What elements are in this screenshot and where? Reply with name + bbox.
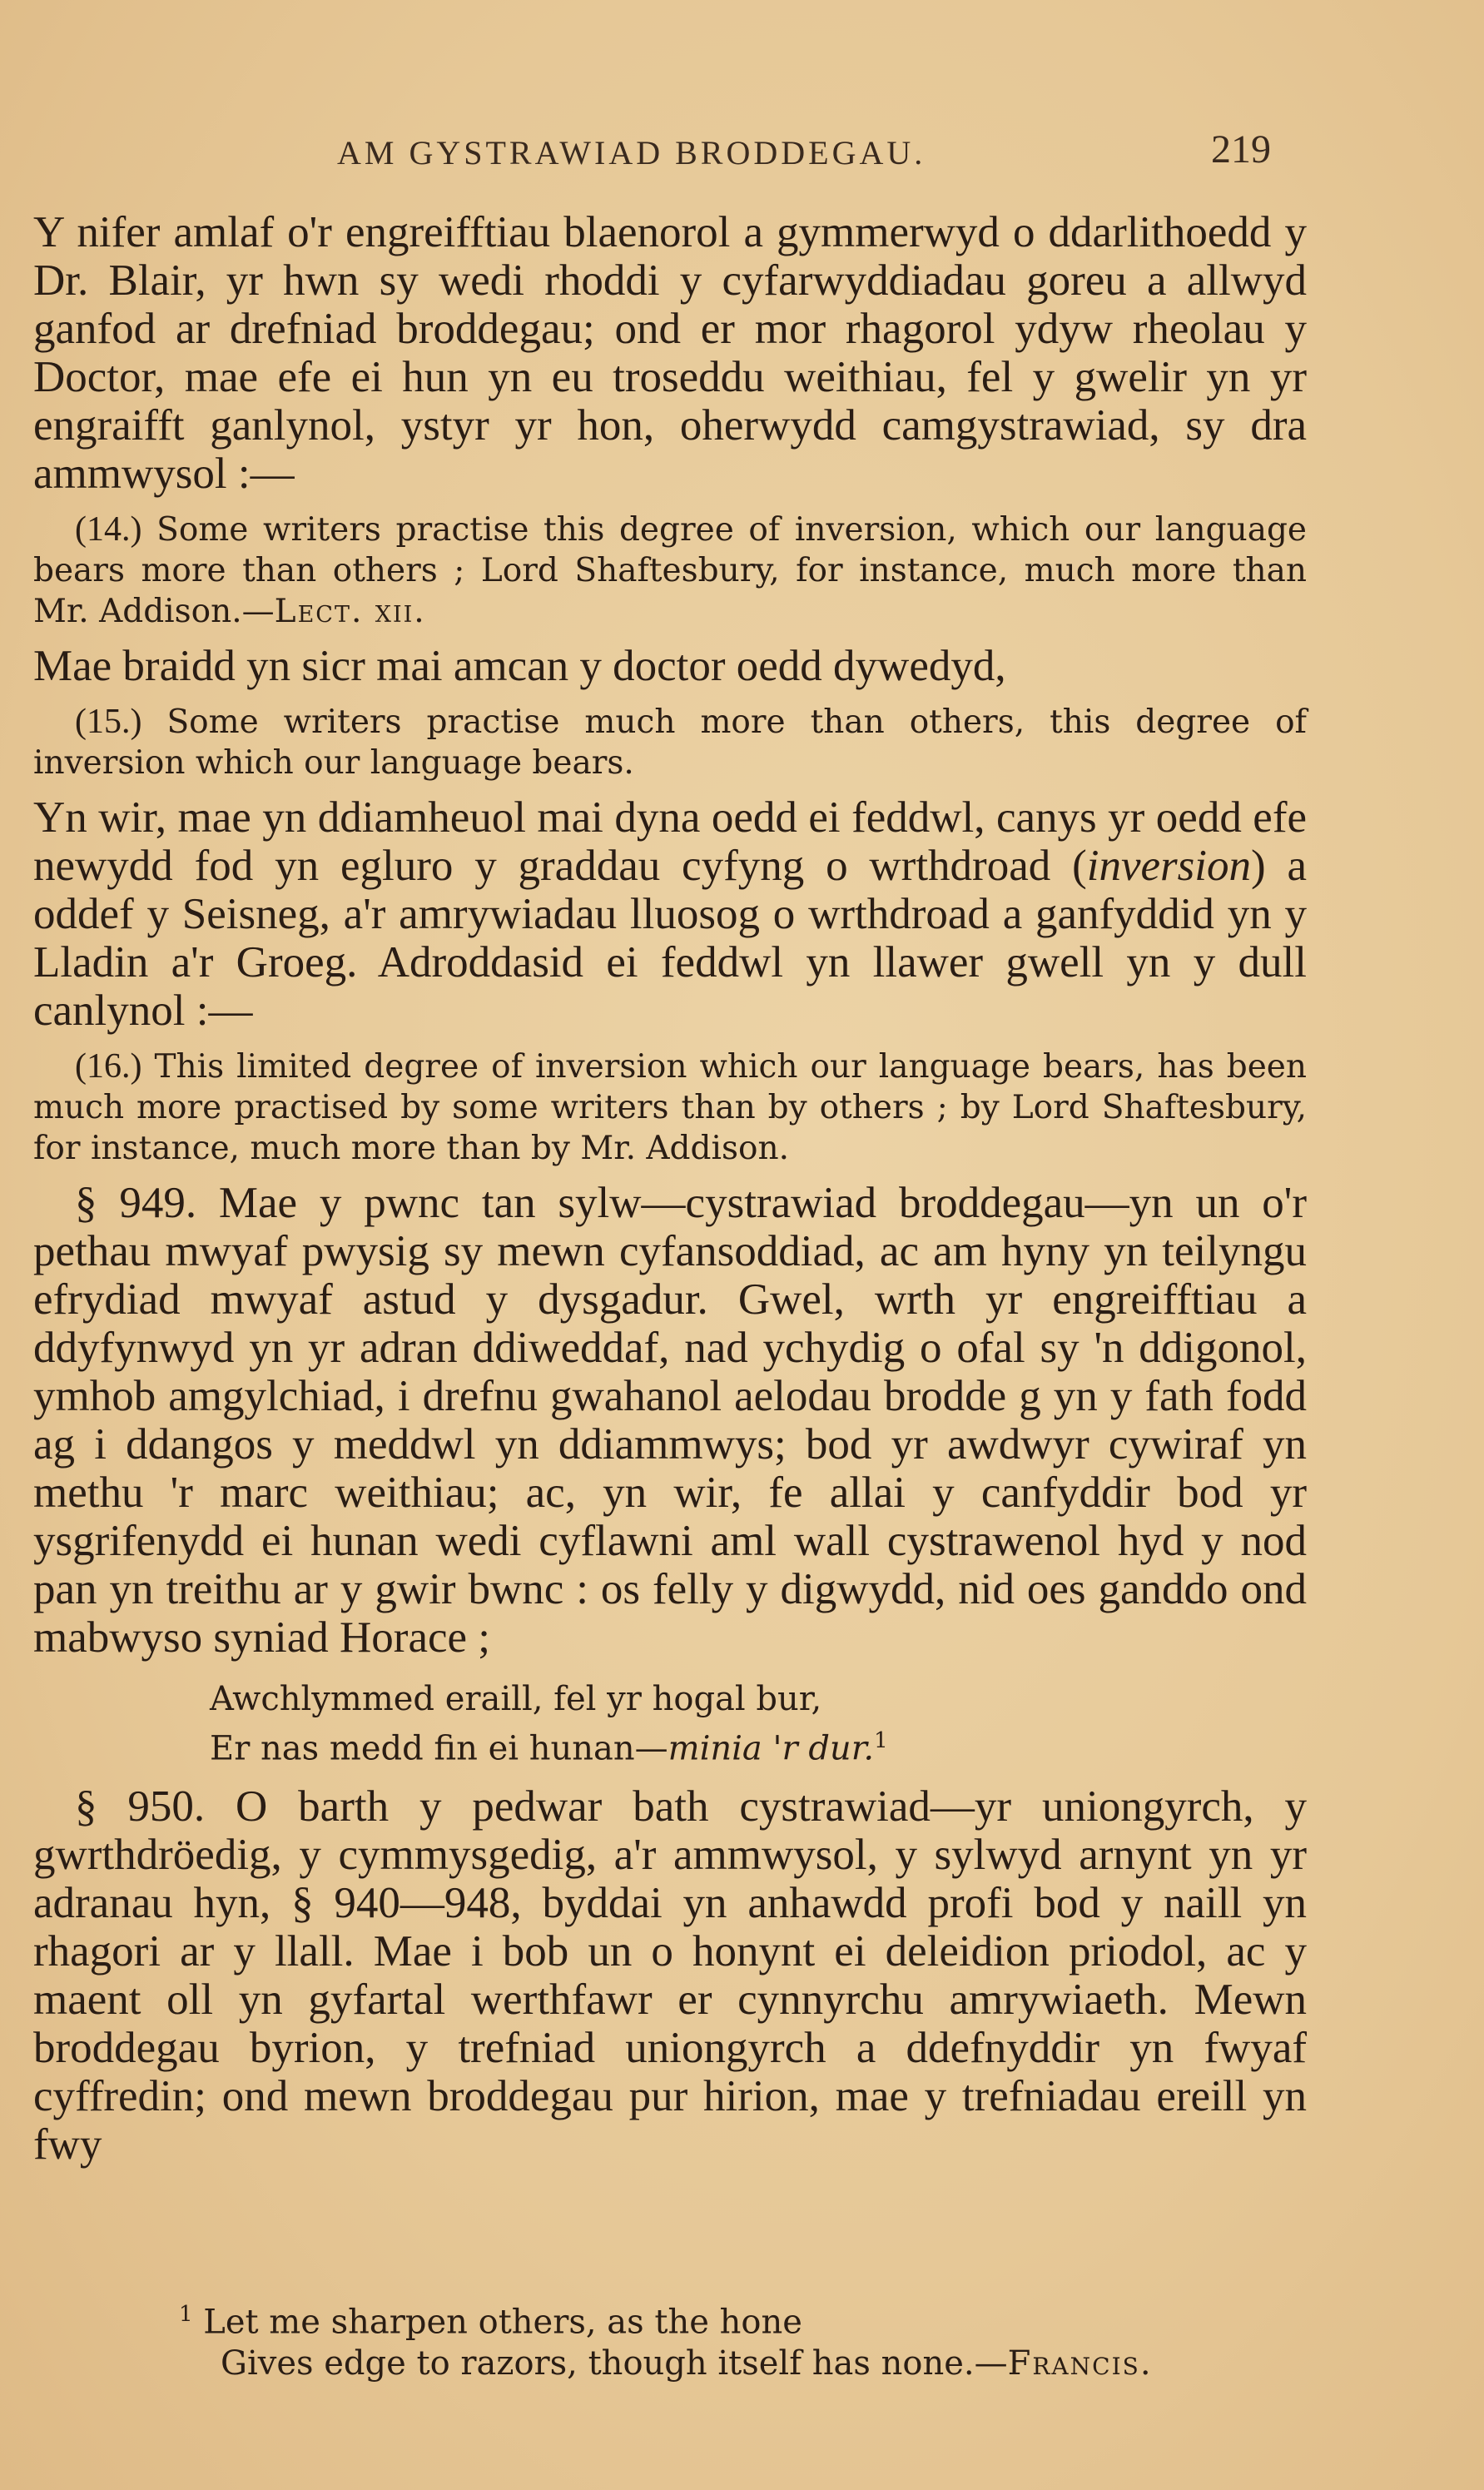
intro-paragraph: Y nifer amlaf o'r engreifftiau blaenorol a gymmerwyd o ddarlithoedd y Dr. Blair, yr hwn sy wedi rhoddi y cyfarwyddiadau goreu a allwyd ganfod ar drefniad broddegau; ond er mor rhagorol ydyw rheolau y Doctor, mae efe ei hun yn eu troseddu weithiau, fel y gwelir yn yr engraifft ganlynol, ystyr yr hon, oherwydd camgystrawiad, sy dra ammwysol :— (33, 208, 1307, 498)
footnote-reference: 1 (874, 1728, 888, 1753)
example-14-reference: Lect. xii. (274, 593, 426, 630)
example-15-text: Some writers practise much more than others, this degree of inversion which our language bears. (33, 703, 1307, 782)
running-head: AM GYSTRAWIAD BRODDEGAU. (337, 134, 926, 171)
paragraph-2: Mae braidd yn sicr mai amcan y doctor oedd dywedyd, (33, 642, 1006, 690)
verse-line-2 (210, 1720, 1307, 1769)
example-16-number: (16.) (75, 1047, 142, 1086)
example-16 (33, 1046, 1307, 1169)
body-text (33, 208, 1307, 2169)
footnote-line-2-text: Gives edge to razors, though itself has none.— (221, 2344, 1008, 2383)
verse-quotation (33, 1678, 1307, 1769)
example-16-text: This limited degree of inversion which our language bears, has been much more practised by some writers than by others ; by Lord Shaftesbury, for instance, much more than by Mr. Addison. (33, 1048, 1307, 1167)
verse-line-1: Awchlymmed eraill, fel yr hogal bur, (210, 1680, 822, 1718)
footnote-mark: 1 (179, 2302, 193, 2327)
example-15 (33, 702, 1307, 783)
footnote-line-1-text: Let me sharpen others, as the hone (192, 2303, 802, 2342)
section-950: § 950. O barth y pedwar bath cystrawiad—yr uniongyrch, y gwrthdröedig, y cymmysgedig, a'r ammwysol, y sylwyd arnynt yn yr adranau hyn, § 940—948, byddai yn anhawdd profi bod y naill yn rhagori ar y llall. Mae i bob un o honynt ei deleidion priodol, ac y maent oll yn gyfartal werthfawr er cynnyrchu amrywiaeth. Mewn broddegau byrion, y trefniad uniongyrch a ddefnyddir yn fwyaf cyffredin; ond mewn broddegau pur hirion, mae y trefniadau ereill yn fwy (33, 1782, 1307, 2169)
footnote-line-1 (179, 2294, 1328, 2343)
example-15-number: (15.) (75, 703, 142, 741)
section-949: § 949. Mae y pwnc tan sylw—cystrawiad broddegau—yn un o'r pethau mwyaf pwysig sy mewn cyfansoddiad, ac am hyny yn teilyngu efrydiad mwyaf astud y dysgadur. Gwel, wrth yr engreifftiau a ddyfynwyd yn yr adran ddiweddaf, nad ychydig o ofal sy 'n ddigonol, ymhob amgylchiad, i drefnu gwahanol aelodau brodde g yn y fath fodd ag i ddangos y meddwl yn ddiammwys; bod yr awdwyr cywiraf yn methu 'r marc weithiau; ac, yn wir, fe allai y canfyddir bod yr ysgrifenydd ei hunan wedi cyflawni aml wall cystrawenol hyd y nod pan yn treithu ar y gwir bwnc : os felly y digwydd, nid oes ganddo ond mabwyso syniad Horace ; (33, 1179, 1307, 1662)
footnote-attribution: Francis. (1007, 2344, 1153, 2383)
paragraph-3-italic: inversion (1086, 842, 1251, 890)
verse-line-2-italic: minia 'r dur. (668, 1729, 875, 1768)
page-header (0, 125, 1484, 183)
footnote (179, 2294, 1328, 2384)
paragraph-3-part-a: Yn wir, mae yn ddiamheuol mai dyna oedd ei feddwl, canys yr oedd efe newydd fod yn egluro y graddau cyfyng o wrthdroad ( (33, 793, 1307, 890)
page-number: 219 (1211, 127, 1271, 171)
footnote-line-2 (179, 2343, 1328, 2384)
paragraph-3 (33, 793, 1307, 1035)
example-14-number: (14.) (75, 510, 142, 549)
example-14-text: Some writers practise this degree of inversion, which our language bears more than others ; Lord Shaftesbury, for instance, much more than Mr. Addison.— (33, 511, 1307, 630)
paragraph-3-part-b: ) a oddef y Seisneg, a'r amrywiadau lluosog o wrthdroad a ganfyddid yn y Lladin a'r Groeg. Adroddasid ei feddwl yn llawer gwell yn y dull canlynol :— (33, 842, 1307, 1035)
verse-line-2-text: Er nas medd fin ei hunan— (210, 1729, 668, 1768)
example-14 (33, 509, 1307, 632)
